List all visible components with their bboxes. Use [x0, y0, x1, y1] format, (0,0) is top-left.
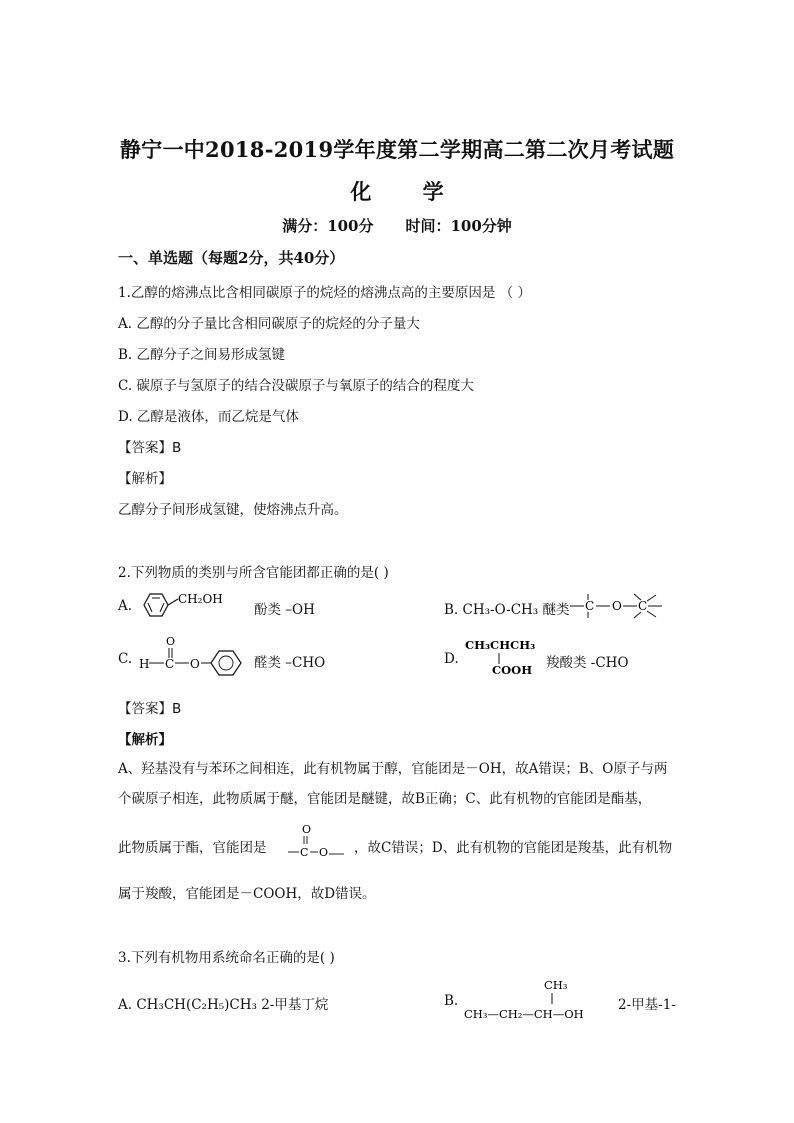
q2-option-d-text: 羧酸类 -CHO [546, 655, 629, 671]
q1-analysis-label: 【解析】 [118, 471, 172, 487]
benzyl-formula: CH₂OH [178, 592, 223, 606]
b-formula-main: CH₃—CH₂—CH—OH [464, 1007, 584, 1021]
q1-option-b: B. 乙醇分子之间易形成氢键 [118, 347, 286, 363]
svg-text:H: H [139, 657, 150, 671]
q1-option-a: A. 乙醇的分子量比含相同碳原子的烷烃的分子量大 [118, 316, 420, 332]
q1-stem: 1.乙醇的熔沸点比含相同碳原子的烷烃的熔沸点高的主要原因是 （ ） [118, 285, 531, 301]
svg-text:C: C [585, 599, 595, 613]
phenyl-formate-structure [135, 632, 253, 684]
d-formula-bottom: COOH [492, 663, 533, 677]
isobutyric-acid-structure [462, 636, 546, 680]
d-formula-top: CH₃CHCH₃ [465, 638, 536, 652]
svg-text:C: C [165, 657, 175, 671]
q2-option-d-label: D. [444, 651, 459, 667]
full-score: 满分：100分 [282, 217, 374, 235]
butanol-structure [462, 976, 612, 1024]
q1-analysis: 乙醇分子间形成氢键，使熔沸点升高。 [118, 502, 348, 518]
q2-analysis-1: A、羟基没有与苯环之间相连，此有机物属于醇，官能团是－OH，故A错误；B、O原子与两个碳原子相连，此物质属于醚，官能团是醚键，故B正确；C、此有机物的官能团是酯基， [118, 761, 668, 807]
exam-title: 静宁一中2018-2019学年度第二学期高二第二次月考试题 [119, 137, 675, 162]
q2-option-a-label: A. [118, 598, 133, 614]
svg-text:O: O [612, 599, 622, 613]
svg-text:C: C [638, 599, 648, 613]
q2-option-b-text: B. CH₃-O-CH₃ 醚类 [444, 602, 570, 618]
q2-analysis-label: 【解析】 [118, 732, 172, 748]
q2-option-c-label: C. [118, 651, 133, 667]
q3-option-a: A. CH₃CH(C₂H₅)CH₃ 2-甲基丁烷 [118, 997, 329, 1013]
exam-meta [0, 215, 794, 236]
benzyl-alcohol-structure [138, 588, 238, 624]
q2-analysis-2b: ，故C错误；D、此有机物的官能团是羧基，此有机物 [354, 840, 673, 856]
q3-option-b-name: 2-甲基-1- [618, 997, 676, 1013]
q1-option-d: D. 乙醇是液体，而乙烷是气体 [118, 409, 299, 425]
svg-text:O: O [190, 657, 200, 671]
svg-text:C: C [300, 846, 309, 859]
exam-time: 时间：100分钟 [405, 217, 512, 235]
section-title: 一、单选题（每题2分，共40分） [118, 249, 345, 267]
q2-answer: 【答案】B [118, 701, 182, 717]
svg-text:O: O [166, 635, 176, 648]
ether-bond-structure [568, 592, 668, 620]
q1-answer: 【答案】B [118, 440, 182, 456]
q2-stem: 2.下列物质的类别与所含官能团都正确的是( ) [118, 565, 389, 581]
q2-analysis-3: 属于羧酸，官能团是－COOH，故D错误。 [118, 886, 376, 902]
q3-option-b-label: B. [444, 993, 459, 1009]
subject-title: 化 学 [350, 179, 466, 204]
q3-stem: 3.下列有机物用系统命名正确的是( ) [118, 950, 335, 966]
svg-text:O: O [319, 846, 329, 859]
ester-group-structure [282, 822, 352, 862]
q2-option-c-text: 醛类 –CHO [254, 655, 326, 671]
svg-text:O: O [302, 823, 312, 836]
q1-option-c: C. 碳原子与氢原子的结合没碳原子与氧原子的结合的程度大 [118, 378, 474, 394]
q2-analysis-2a: 此物质属于酯，官能团是 [118, 840, 267, 856]
b-formula-top: CH₃ [544, 978, 568, 992]
q2-option-a-text: 酚类 –OH [254, 602, 315, 618]
